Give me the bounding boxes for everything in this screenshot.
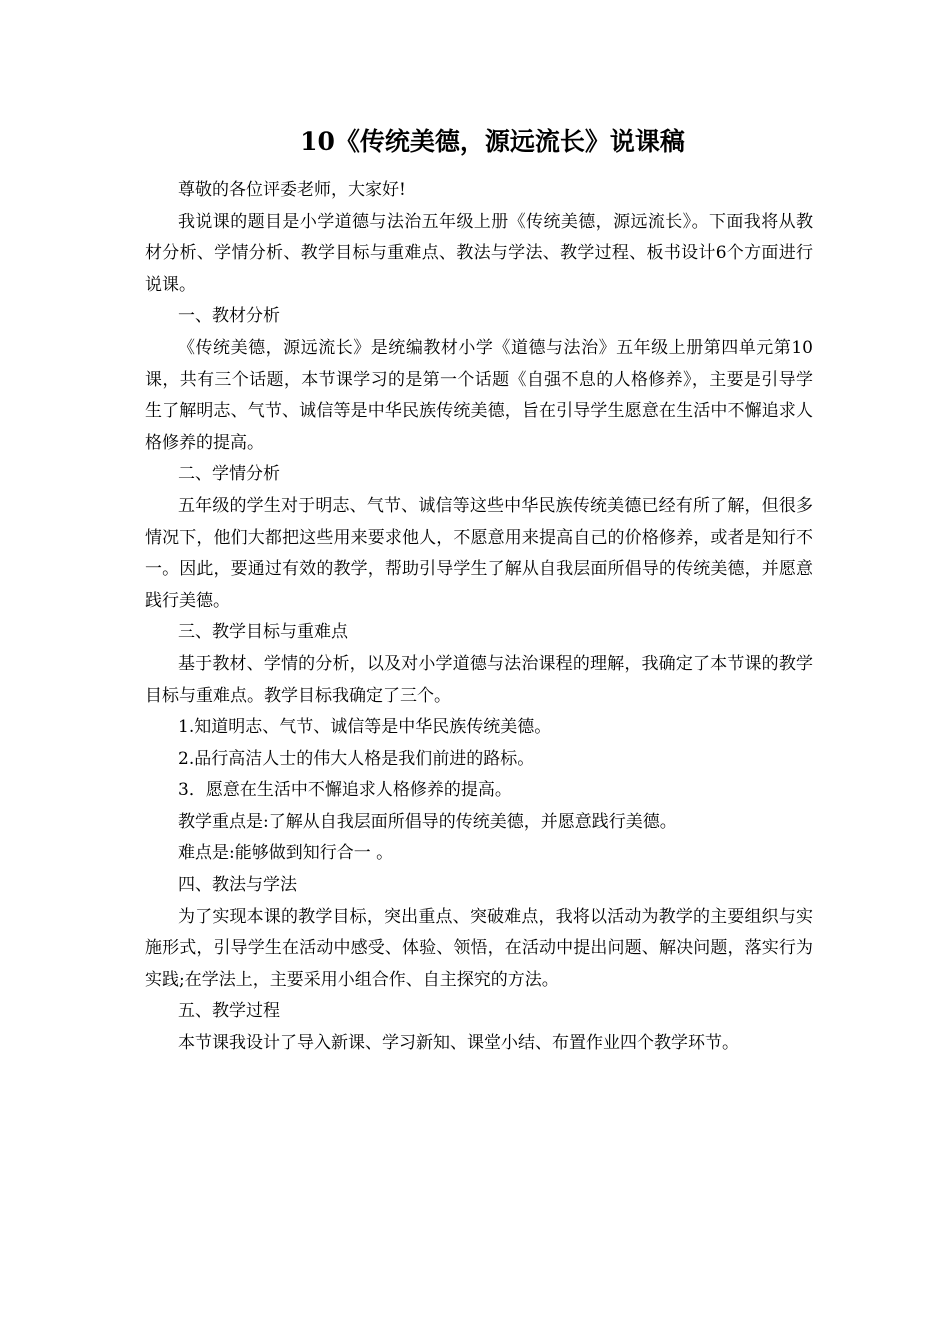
body-paragraph: 《传统美德，源远流长》是统编教材小学《道德与法治》五年级上册第四单元第10课，共有三个话题，本节课学习的是第一个话题《自强不息的人格修养》，主要是引导学生了解明志、气节、诚信等是中华民族传统美德，旨在引导学生愿意在生活中不懈追求人格修养的提高。 <box>145 337 813 453</box>
body-paragraph: 五年级的学生对于明志、气节、诚信等这些中华民族传统美德已经有所了解，但很多情况下，他们大都把这些用来要求他人，不愿意用来提高自己的价格修养，或者是知行不一。因此，要通过有效的教学，帮助引导学生了解从自我层面所倡导的传统美德，并愿意践行美德。 <box>145 495 813 611</box>
body-paragraph: 基于教材、学情的分析，以及对小学道德与法治课程的理解，我确定了本节课的教学目标与重难点。教学目标我确定了三个。 <box>145 653 813 706</box>
list-item: 3．愿意在生活中不懈追求人格修养的提高。 <box>178 780 512 801</box>
body-paragraph: 教学重点是:了解从自我层面所倡导的传统美德，并愿意践行美德。 <box>178 811 677 832</box>
body-paragraph: 本节课我设计了导入新课、学习新知、课堂小结、布置作业四个教学环节。 <box>178 1033 739 1054</box>
document-body <box>145 175 813 1060</box>
section-heading: 二、学情分析 <box>178 464 280 485</box>
greeting-paragraph: 尊敬的各位评委老师，大家好! <box>178 180 406 200</box>
list-item: 1.知道明志、气节、诚信等是中华民族传统美德。 <box>178 717 552 738</box>
section-heading: 四、教法与学法 <box>178 875 297 896</box>
document-title: 10《传统美德，源远流长》说课稿 <box>300 127 685 156</box>
list-item: 2.品行高洁人士的伟大人格是我们前进的路标。 <box>178 748 535 769</box>
section-heading: 五、教学过程 <box>178 1001 280 1022</box>
section-heading: 三、教学目标与重难点 <box>178 622 348 643</box>
body-paragraph: 难点是:能够做到知行合一 。 <box>178 843 394 864</box>
body-paragraph: 为了实现本课的教学目标，突出重点、突破难点，我将以活动为教学的主要组织与实施形式，引导学生在活动中感受、体验、领悟，在活动中提出问题、解决问题，落实行为实践;在学法上，主要采用小组合作、自主探究的方法。 <box>145 906 813 990</box>
intro-paragraph: 我说课的题目是小学道德与法治五年级上册《传统美德，源远流长》。下面我将从教材分析、学情分析、教学目标与重难点、教法与学法、教学过程、板书设计6个方面进行说课。 <box>145 211 813 295</box>
section-heading: 一、教材分析 <box>178 306 280 327</box>
